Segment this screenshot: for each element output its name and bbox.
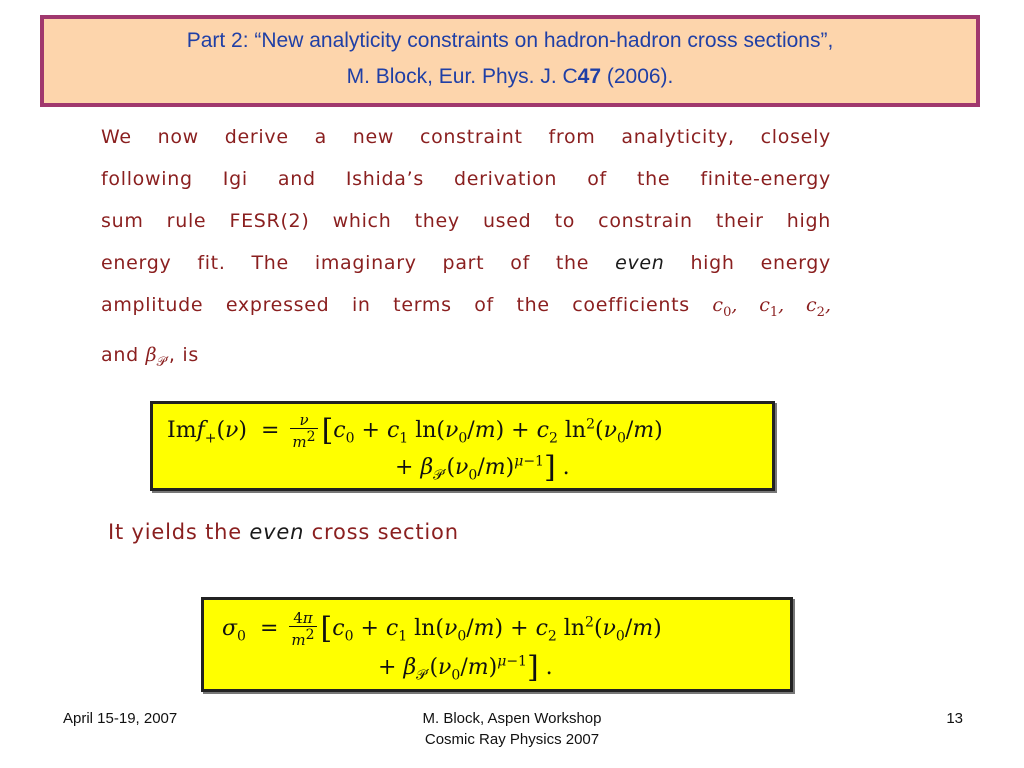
paragraph-line-2: following Igi and Ishida’s derivation of the finite-energy (101, 168, 831, 190)
title-line-1: Part 2: “New analyticity constraints on hadron-hadron cross sections”, (186, 29, 834, 52)
equation-2-row-1: $\sigma_0$ = $\frac{4\pi}{m^2}$ [$c_0 + c_1$ $\ln(\nu_0/m) + c_2$ $\ln^2(\nu_0/m)$ (222, 609, 662, 649)
yields-sentence (108, 520, 459, 544)
footer-date: April 15-19, 2007 (63, 710, 178, 727)
page-number: 13 (946, 710, 963, 727)
title-line-2 (44, 65, 976, 89)
paragraph-line-3: sum rule FESR(2) which they used to constrain their high (101, 210, 831, 232)
citation-volume: 47 (577, 65, 602, 88)
paragraph-line-4 (101, 242, 831, 284)
title-box (40, 15, 980, 107)
paragraph-line-6-a: and (101, 343, 146, 366)
equation-1-row-1: Imf$_+$(ν) = $\frac{\nu}{m^2}$ [$c_0 + c_1$ $\ln(\nu_0/m) + c_2$ $\ln^2(\nu_0/m)$ (167, 411, 663, 451)
equation-imaginary-amplitude (150, 401, 775, 491)
footer-event (362, 708, 662, 750)
equation-1-row-2: + $\beta_{𝒫'}(\nu_0/m)^{\mu-1}$] . (395, 450, 570, 485)
paragraph-line-6 (101, 334, 831, 384)
paragraph-line-1: We now derive a new constraint from analyticity, closely (101, 126, 831, 148)
beta-math: $\beta_{𝒫'}$ (145, 343, 169, 370)
yields-suffix: cross section (304, 520, 459, 544)
coefficients-math: $c_0$, $c_1$, $c_2$, (712, 294, 831, 320)
paragraph-line-4-a: energy fit. The imaginary part of the (101, 252, 616, 274)
paragraph-line-5-a: amplitude expressed in terms of the coefficients (101, 294, 713, 316)
yields-even-emphasis: even (249, 520, 305, 544)
paragraph-line-4-b: high energy (664, 252, 831, 274)
citation-prefix: M. Block, Eur. Phys. J. C (346, 65, 578, 88)
paragraph-line-6-b: , is (168, 343, 199, 366)
equation-even-cross-section (201, 597, 793, 692)
footer-event-line-2: Cosmic Ray Physics 2007 (424, 731, 600, 748)
paragraph-line-5 (101, 284, 831, 334)
footer-event-line-1: M. Block, Aspen Workshop (422, 710, 602, 727)
body-paragraph (101, 116, 831, 384)
equation-2-row-2: + $\beta_{𝒫'}(\nu_0/m)^{\mu-1}$] . (378, 650, 553, 685)
yields-prefix: It yields the (108, 520, 250, 544)
citation-suffix: (2006). (601, 65, 674, 88)
even-emphasis: even (615, 252, 665, 274)
